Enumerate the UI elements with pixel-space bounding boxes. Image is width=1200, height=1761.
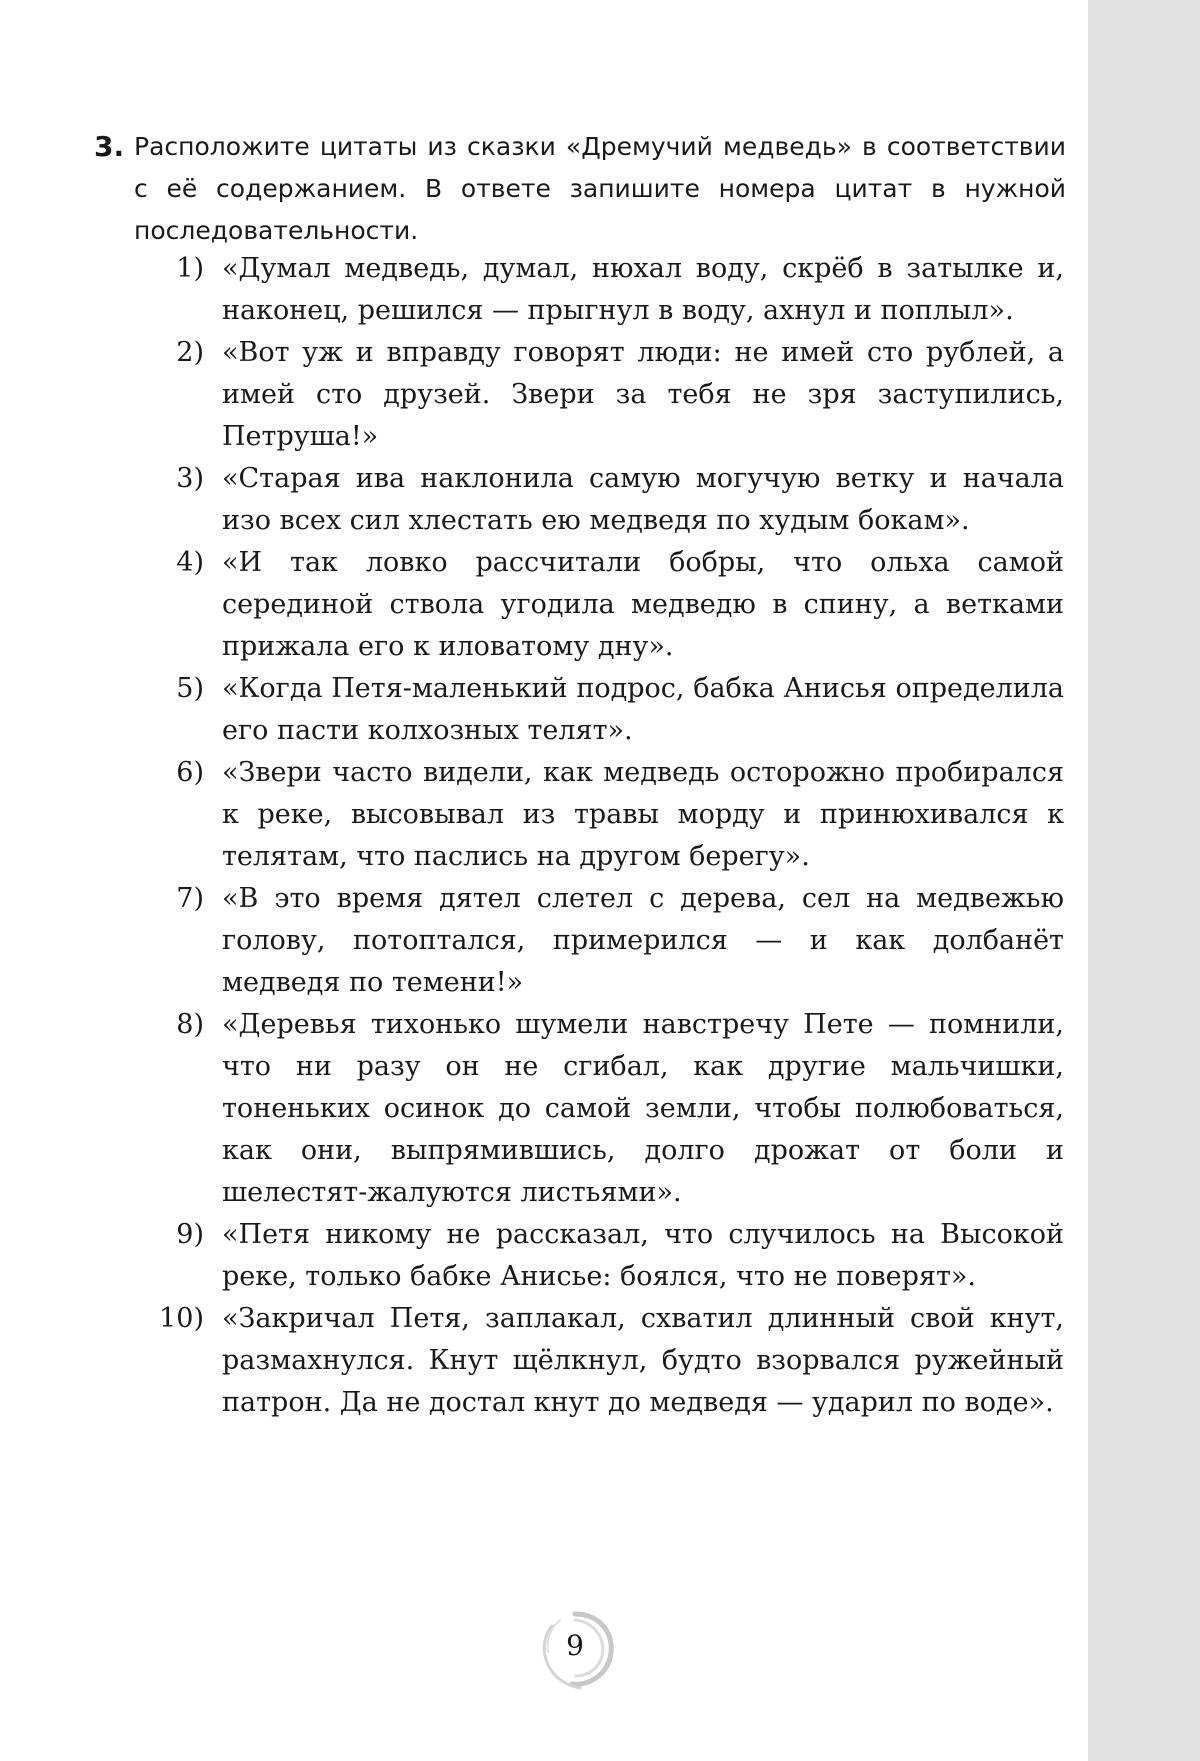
page-edge-strip xyxy=(1088,0,1200,1761)
quote-item xyxy=(136,1004,1064,1214)
quote-text: «Когда Петя-маленький подрос, бабка Анисья определила его пасти колхозных телят». xyxy=(222,673,1064,746)
task-instruction: Расположите цитаты из сказки «Дремучий медведь» в соответствии с её содержанием. В ответе запишите номера цитат в нужной последовательности. xyxy=(134,132,1066,245)
page-number: 9 xyxy=(566,1629,584,1662)
quote-text: «В это время дятел слетел с дерева, сел на медвежью голову, потоптался, примерился — и как долбанёт медведя по темени!» xyxy=(222,883,1064,998)
quote-number: 9) xyxy=(176,1219,204,1250)
quote-item xyxy=(136,752,1064,878)
quote-number: 10) xyxy=(159,1303,204,1334)
page-number-badge xyxy=(530,1606,620,1696)
quote-text: «Вот уж и вправду говорят люди: не имей сто рублей, а имей сто друзей. Звери за тебя не зря заступились, Петруша!» xyxy=(222,337,1064,452)
quote-text: «Старая ива наклонила самую могучую ветку и начала изо всех сил хлестать ею медведя по худым бокам». xyxy=(222,463,1064,536)
quote-number: 7) xyxy=(176,883,204,914)
quote-text: «Деревья тихонько шумели навстречу Пете — помнили, что ни разу он не сгибал, как другие мальчишки, тоненьких осинок до самой земли, чтобы полюбоваться, как они, выпрямившись, долго дрожат от боли и шелестят-жалуются листьями». xyxy=(222,1009,1064,1208)
quote-number: 8) xyxy=(176,1009,204,1040)
quote-item xyxy=(136,1214,1064,1298)
quote-text: «Звери часто видели, как медведь осторожно пробирался к реке, высовывал из травы морду и принюхивался к телятам, что паслись на другом берегу». xyxy=(222,757,1064,872)
task-block xyxy=(94,126,1066,252)
quote-text: «Думал медведь, думал, нюхал воду, скрёб в затылке и, наконец, решился — прыгнул в воду, ахнул и поплыл». xyxy=(222,253,1064,326)
quote-item xyxy=(136,878,1064,1004)
quote-number: 6) xyxy=(176,757,204,788)
quote-item xyxy=(136,332,1064,458)
quote-list xyxy=(136,248,1064,1424)
quote-item xyxy=(136,668,1064,752)
quote-text: «Петя никому не рассказал, что случилось на Высокой реке, только бабке Анисье: боялся, что не поверят». xyxy=(222,1219,1064,1292)
quote-number: 2) xyxy=(176,337,204,368)
task-number: 3. xyxy=(94,130,125,163)
quote-item xyxy=(136,458,1064,542)
quote-number: 5) xyxy=(176,673,204,704)
quote-number: 3) xyxy=(176,463,204,494)
quote-item xyxy=(136,1298,1064,1424)
quote-text: «И так ловко рассчитали бобры, что ольха самой серединой ствола угодила медведю в спину, а ветками прижала его к иловатому дну». xyxy=(222,547,1064,662)
quote-text: «Закричал Петя, заплакал, схватил длинный свой кнут, размахнулся. Кнут щёлкнул, будто взорвался ружейный патрон. Да не достал кнут до медведя — ударил по воде». xyxy=(222,1303,1064,1418)
quote-item xyxy=(136,542,1064,668)
quote-item xyxy=(136,248,1064,332)
quote-number: 1) xyxy=(176,253,204,284)
quote-number: 4) xyxy=(176,547,204,578)
